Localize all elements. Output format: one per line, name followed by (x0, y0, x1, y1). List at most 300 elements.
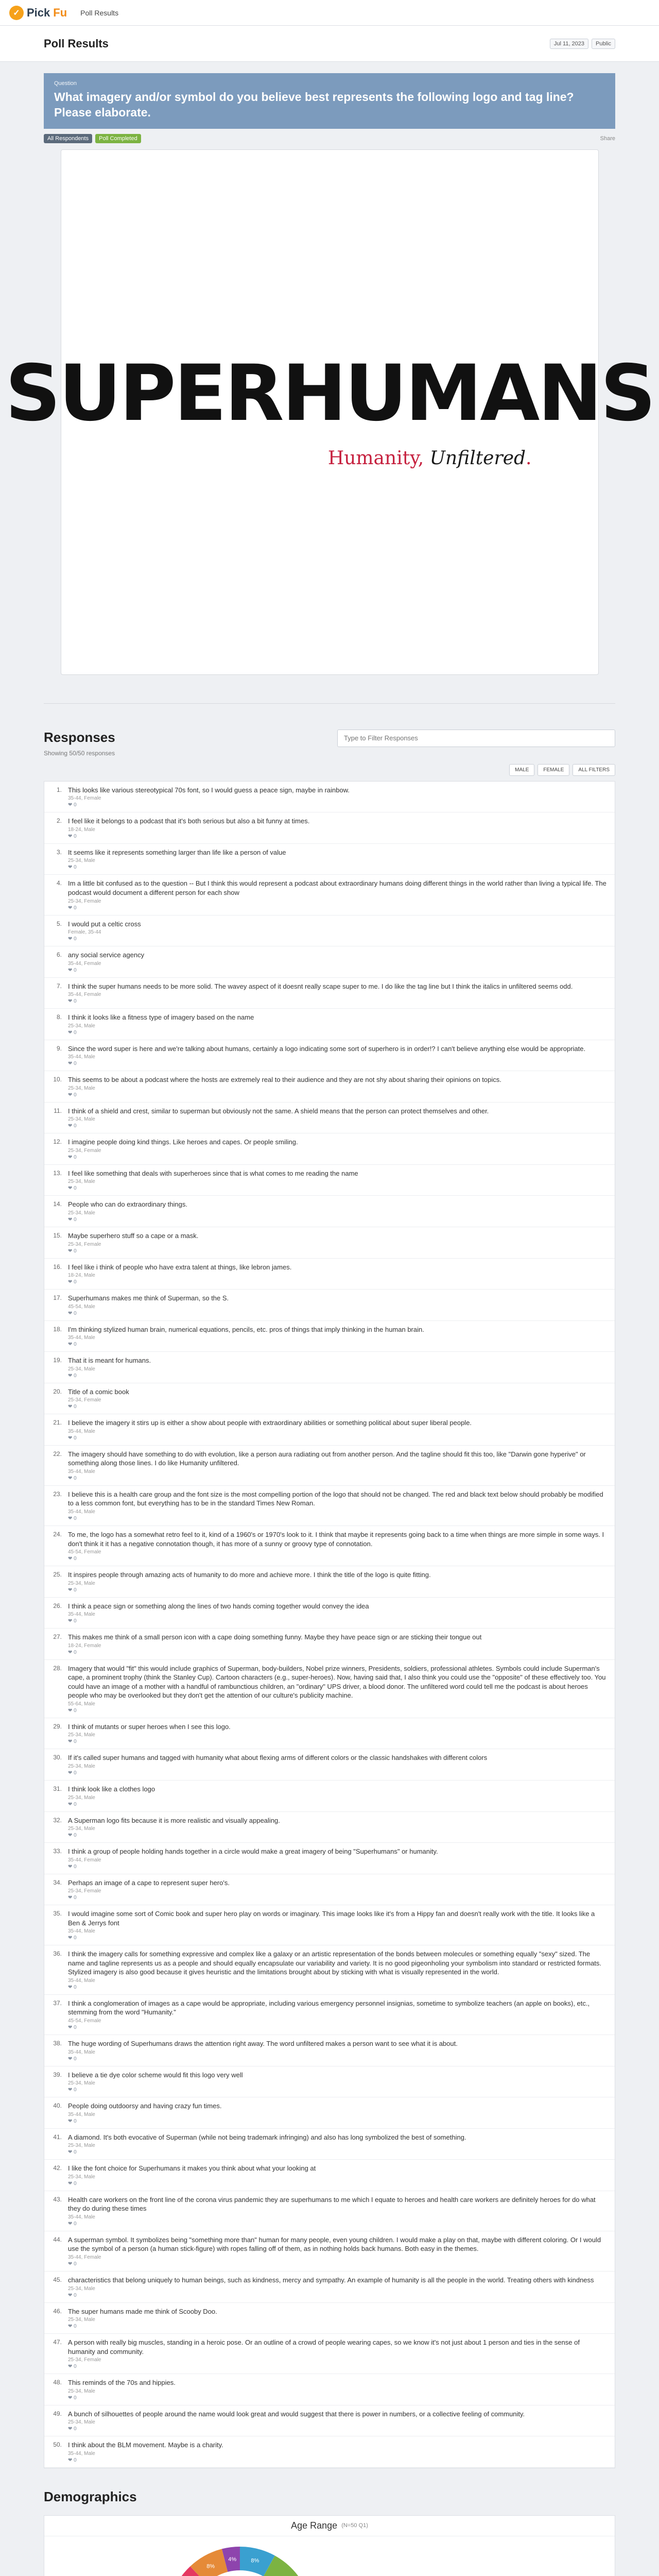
response-number: 32. (53, 1816, 62, 1824)
response-number: 37. (53, 1999, 62, 2007)
response-like-action[interactable]: ❤ 0 (68, 1279, 77, 1285)
response-demographic: 35-44, Male (68, 1468, 95, 1475)
response-number: 45. (53, 2276, 62, 2283)
question-banner (44, 73, 615, 129)
response-text: This reminds of the 70s and hippies. (68, 2379, 176, 2387)
visibility-tag: Public (592, 39, 615, 49)
filter-responses-input[interactable] (337, 730, 615, 747)
response-body (68, 1530, 608, 1562)
response-row (44, 1133, 615, 1165)
response-row (44, 844, 615, 875)
response-text: A bunch of silhouettes of people around the name would look great and would suggest that there is power in numbers, or a collective feeling of community. (68, 2410, 525, 2418)
response-text: Superhumans makes me think of Superman, so the S. (68, 1294, 229, 1302)
response-text: I believe a tie dye color scheme would fit this logo very well (68, 2071, 243, 2079)
response-like-action[interactable]: ❤ 0 (68, 1587, 77, 1593)
response-like-action[interactable]: ❤ 0 (68, 1556, 77, 1562)
response-like-action[interactable]: ❤ 0 (68, 936, 77, 942)
response-like-action[interactable]: ❤ 0 (68, 1770, 77, 1776)
response-body (68, 1075, 608, 1098)
response-number: 12. (53, 1138, 62, 1146)
response-demographic: 25-34, Male (68, 2285, 95, 2292)
age-slice-label-0: 8% (251, 2557, 259, 2564)
response-demographic: 35-44, Male (68, 2049, 95, 2055)
response-row (44, 2097, 615, 2129)
response-body (68, 1633, 608, 1655)
response-row (44, 2231, 615, 2272)
response-number: 3. (56, 848, 62, 856)
date-tag: Jul 11, 2023 (550, 39, 588, 49)
response-body (68, 2039, 608, 2062)
section-divider (44, 703, 615, 704)
response-demographic: 35-44, Male (68, 1509, 95, 1515)
response-row (44, 1566, 615, 1598)
question-text: What imagery and/or symbol do you believe best represents the following logo and tag line? Please elaborate. (54, 90, 574, 119)
response-like-action[interactable]: ❤ 0 (68, 1061, 77, 1067)
response-text: People doing outdoorsy and having crazy fun times. (68, 2102, 222, 2110)
response-text: I think it looks like a fitness type of imagery based on the name (68, 1013, 254, 1022)
response-row (44, 1383, 615, 1415)
response-row (44, 1995, 615, 2035)
tagline-unfiltered: Unfiltered (429, 448, 526, 469)
response-text: I imagine people doing kind things. Like heroes and capes. Or people smiling. (68, 1138, 298, 1146)
response-row (44, 2035, 615, 2066)
response-body (68, 1356, 608, 1379)
response-text: I think the super humans needs to be more solid. The wavey aspect of it doesnt really scape super to me. I do like the tag line but I think the italics in unfiltered seems odd. (68, 982, 573, 990)
response-like-action[interactable]: ❤ 0 (68, 1248, 77, 1254)
response-number: 13. (53, 1169, 62, 1177)
response-number: 20. (53, 1387, 62, 1395)
audience-tag: All Respondents (44, 134, 92, 143)
response-row (44, 2160, 615, 2191)
response-text: I think look like a clothes logo (68, 1785, 155, 1793)
response-row (44, 875, 615, 915)
response-demographic: 25-34, Female (68, 1241, 101, 1247)
response-like-action[interactable]: ❤ 0 (68, 998, 77, 1005)
response-like-action[interactable]: ❤ 0 (68, 2395, 77, 2401)
response-body (68, 920, 608, 942)
response-body (68, 1722, 608, 1745)
title-tags (550, 39, 615, 49)
response-row (44, 1352, 615, 1383)
response-like-action[interactable]: ❤ 0 (68, 1935, 77, 1941)
response-body (68, 1138, 608, 1160)
response-number: 17. (53, 1294, 62, 1302)
response-body (68, 2441, 608, 2463)
response-text: People who can do extraordinary things. (68, 1200, 187, 1209)
response-like-action[interactable]: ❤ 0 (68, 1216, 77, 1223)
response-number: 41. (53, 2133, 62, 2141)
response-row (44, 916, 615, 947)
response-body (68, 1816, 608, 1839)
response-row (44, 978, 615, 1009)
page-title-bar (0, 26, 659, 62)
response-row (44, 2334, 615, 2374)
response-text: If it's called super humans and tagged with humanity what about flexing arms of different colors or the classic handshakes with different colors (68, 1754, 488, 1762)
response-row (44, 2405, 615, 2437)
response-like-action[interactable]: ❤ 0 (68, 2056, 77, 2062)
response-text: I feel like i think of people who have extra talent at things, like lebron james. (68, 1263, 292, 1271)
responses-title: Responses (44, 729, 115, 745)
response-body (68, 1169, 608, 1192)
response-demographic: 35-44, Male (68, 2111, 95, 2117)
response-number: 19. (53, 1357, 62, 1364)
responses-header (44, 730, 615, 757)
response-demographic: 35-44, Male (68, 1428, 95, 1434)
response-text: This makes me think of a small person icon with a cape doing something funny. Maybe they have peace sign or are sticking their tongue out (68, 1633, 482, 1641)
response-like-action[interactable]: ❤ 0 (68, 1739, 77, 1745)
response-demographic: 25-34, Female (68, 1147, 101, 1154)
response-text: I think a conglomeration of images as a cape would be appropriate, including various emergency personnel insignias, sometime to symbolize teachers (an apple on books), etc., stemming from the word "Humanity." (68, 1999, 590, 2016)
response-demographic: 25-34, Male (68, 1794, 95, 1801)
response-like-action[interactable]: ❤ 0 (68, 905, 77, 911)
response-number: 18. (53, 1325, 62, 1333)
response-like-action[interactable]: ❤ 0 (68, 2221, 77, 2227)
response-like-action[interactable]: ❤ 0 (68, 2457, 77, 2463)
response-row (44, 1165, 615, 1196)
response-row (44, 1781, 615, 1812)
share-link[interactable]: Share (600, 135, 615, 142)
response-number: 33. (53, 1848, 62, 1855)
response-like-action[interactable]: ❤ 0 (68, 2292, 77, 2298)
response-number: 16. (53, 1263, 62, 1270)
response-demographic: 18-24, Male (68, 826, 95, 833)
response-body (68, 1999, 608, 2030)
response-row (44, 1486, 615, 1526)
response-demographic: 25-34, Male (68, 1179, 95, 1185)
response-demographic: 25-34, Male (68, 2317, 95, 2323)
response-like-action[interactable]: ❤ 0 (68, 1649, 77, 1655)
response-row (44, 1040, 615, 1072)
response-demographic: 45-54, Female (68, 1549, 101, 1555)
response-demographic: 25-34, Female (68, 2357, 101, 2363)
response-number: 5. (56, 920, 62, 927)
response-text: A Superman logo fits because it is more realistic and visually appealing. (68, 1816, 280, 1824)
response-text: To me, the logo has a somewhat retro feel to it, kind of a 1960's or 1970's look to it. I think that maybe it represents going back to a time when things are more simple in some ways. I don't think it it has a negative connotation though, it has more of a sunny or groovy type of connotation. (68, 1531, 604, 1548)
response-row (44, 1718, 615, 1750)
response-text: Perhaps an image of a cape to represent super hero's. (68, 1878, 230, 1887)
response-like-action[interactable]: ❤ 0 (68, 1185, 77, 1192)
response-text: A person with really big muscles, standing in a heroic pose. Or an outline of a crowd of people wearing capes, so we know it's not just about 1 person and ties in the sense of humanity and community. (68, 2338, 580, 2355)
response-number: 50. (53, 2441, 62, 2449)
response-number: 1. (56, 786, 62, 793)
response-body (68, 1490, 608, 1521)
response-demographic: 25-34, Male (68, 1023, 95, 1029)
response-demographic: 25-34, Female (68, 898, 101, 904)
response-like-action[interactable]: ❤ 0 (68, 2180, 77, 2187)
response-number: 48. (53, 2379, 62, 2386)
response-text: I think of mutants or super heroes when I see this logo. (68, 1722, 231, 1731)
response-row (44, 2436, 615, 2468)
response-row (44, 1843, 615, 1874)
response-text: Health care workers on the front line of the corona virus pandemic they are superhumans to me which I equate to heroes and health care workers are definitely heroes for do what they do during these times (68, 2195, 596, 2213)
response-row (44, 1259, 615, 1290)
response-demographic: 25-34, Male (68, 1826, 95, 1832)
demographics-title: Demographics (44, 2488, 137, 2504)
response-row (44, 2272, 615, 2303)
filter-male-button[interactable]: MALE (509, 764, 534, 776)
response-like-action[interactable]: ❤ 0 (68, 1154, 77, 1160)
response-demographic: 35-44, Female (68, 1857, 101, 1863)
response-like-action[interactable]: ❤ 0 (68, 1342, 77, 1348)
response-row (44, 2129, 615, 2160)
response-number: 7. (56, 982, 62, 990)
response-like-action[interactable]: ❤ 0 (68, 1310, 77, 1316)
tagline-humanity: Humanity, (327, 448, 424, 469)
response-demographic: 25-34, Male (68, 2143, 95, 2149)
response-like-action[interactable]: ❤ 0 (68, 1833, 77, 1839)
response-body (68, 1950, 608, 1990)
responses-count: Showing 50/50 responses (44, 749, 115, 757)
response-like-action[interactable]: ❤ 0 (68, 2261, 77, 2267)
response-row (44, 1321, 615, 1352)
response-number: 24. (53, 1531, 62, 1538)
response-demographic: 18-24, Female (68, 1642, 101, 1649)
response-text: I'm thinking stylized human brain, numerical equations, pencils, etc. pros of things that imply thinking in the human brain. (68, 1325, 424, 1333)
response-row (44, 1103, 615, 1134)
response-body (68, 817, 608, 839)
response-body (68, 1450, 608, 1481)
all-filters-button[interactable]: ALL FILTERS (573, 764, 615, 776)
response-row (44, 1227, 615, 1259)
response-number: 40. (53, 2102, 62, 2110)
response-body (68, 1753, 608, 1776)
response-body (68, 2410, 608, 2432)
response-demographic: 35-44, Male (68, 1928, 95, 1935)
response-row (44, 946, 615, 978)
response-body (68, 879, 608, 910)
response-number: 22. (53, 1450, 62, 1458)
response-body (68, 1107, 608, 1129)
response-text: I think a peace sign or something along the lines of two hands coming together would convey the idea (68, 1602, 369, 1610)
response-like-action[interactable]: ❤ 0 (68, 1372, 77, 1379)
response-text: It inspires people through amazing acts of humanity to do more and achieve more. I think the title of the logo is quite fitting. (68, 1571, 431, 1579)
response-body (68, 1044, 608, 1067)
age-chart-title: Age Range (291, 2520, 338, 2531)
response-row (44, 1812, 615, 1843)
response-row (44, 1196, 615, 1227)
response-body (68, 2102, 608, 2124)
response-number: 4. (56, 879, 62, 887)
response-demographic: 25-34, Male (68, 1366, 95, 1372)
poll-image-card (5, 149, 654, 675)
app-logo[interactable] (9, 6, 67, 20)
response-text: This seems to be about a podcast where the hosts are extremely real to their audience and they are not shy about sharing their opinions on topics. (68, 1076, 501, 1084)
response-demographic: 25-34, Male (68, 1732, 95, 1738)
pickfu-logo-icon: ✓ (9, 6, 24, 20)
response-body (68, 1602, 608, 1624)
response-like-action[interactable]: ❤ 0 (68, 1707, 77, 1714)
response-text: The huge wording of Superhumans draws the attention right away. The word unfiltered makes a person want to see what it is about. (68, 2040, 458, 2048)
response-like-action[interactable]: ❤ 0 (68, 1123, 77, 1129)
response-like-action[interactable]: ❤ 0 (68, 833, 77, 839)
responses-list (44, 781, 615, 2468)
response-row (44, 1629, 615, 1660)
response-demographic: 35-44, Female (68, 992, 101, 998)
response-demographic: 35-44, Male (68, 1977, 95, 1984)
response-demographic: 25-34, Male (68, 1764, 95, 1770)
response-like-action[interactable]: ❤ 0 (68, 802, 77, 808)
response-demographic: 55-64, Male (68, 1701, 95, 1707)
response-number: 49. (53, 2410, 62, 2417)
response-number: 47. (53, 2338, 62, 2346)
response-number: 31. (53, 1785, 62, 1793)
response-like-action[interactable]: ❤ 0 (68, 1435, 77, 1441)
response-number: 46. (53, 2307, 62, 2315)
filter-female-button[interactable]: FEMALE (537, 764, 569, 776)
response-body (68, 1785, 608, 1807)
response-like-action[interactable]: ❤ 0 (68, 2149, 77, 2156)
response-body (68, 2378, 608, 2401)
response-text: It seems like it represents something larger than life like a person of value (68, 848, 286, 856)
response-demographic: Female, 35-44 (68, 929, 101, 936)
response-body (68, 1909, 608, 1941)
response-body (68, 848, 608, 871)
response-text: I think a group of people holding hands together in a circle would make a great imagery of being "Superhumans" or humanity. (68, 1848, 438, 1856)
response-like-action[interactable]: ❤ 0 (68, 1895, 77, 1901)
age-slice-label-4: 4% (228, 2556, 237, 2563)
response-number: 30. (53, 1754, 62, 1761)
response-like-action[interactable]: ❤ 0 (68, 2025, 77, 2031)
main-container (5, 73, 654, 2576)
response-text: A superman symbol. It symbolizes being "something more than" human for many people, even young children. I would make a play on that, maybe with different coloring. Or I would use the symbol of a person (a human stick-figure) with ropes falling off of them, as in nothing holds back humans. Both easy in the themes. (68, 2235, 601, 2253)
response-number: 25. (53, 1571, 62, 1579)
response-like-action[interactable]: ❤ 0 (68, 1863, 77, 1870)
response-number: 39. (53, 2071, 62, 2078)
response-like-action[interactable]: ❤ 0 (68, 1029, 77, 1036)
response-number: 2. (56, 817, 62, 825)
age-chart-body (44, 2536, 615, 2576)
response-number: 35. (53, 1910, 62, 1918)
response-text: Since the word super is here and we're talking about humans, certainly a logo indicating some sort of superhero is in order!? I can't believe anything else would be appropriate. (68, 1044, 586, 1053)
response-demographic: 25-34, Male (68, 2388, 95, 2394)
response-body (68, 2071, 608, 2093)
response-text: characteristics that belong uniquely to human beings, such as kindness, mercy and sympathy. An example of humanity is all the people in the world. Treating others with kindness (68, 2276, 594, 2284)
response-demographic: 25-34, Male (68, 1580, 95, 1586)
response-row (44, 1526, 615, 1566)
response-number: 9. (56, 1044, 62, 1052)
response-row (44, 1749, 615, 1781)
response-demographic: 45-54, Female (68, 2018, 101, 2024)
response-row (44, 1290, 615, 1321)
response-demographic: 25-34, Female (68, 1888, 101, 1894)
response-text: Title of a comic book (68, 1387, 129, 1396)
response-text: The super humans made me think of Scooby Doo. (68, 2307, 217, 2315)
response-number: 8. (56, 1013, 62, 1021)
response-demographic: 35-44, Female (68, 795, 101, 802)
response-like-action[interactable]: ❤ 0 (68, 1801, 77, 1807)
response-like-action[interactable]: ❤ 0 (68, 1092, 77, 1098)
superhumans-wordmark: SUPERHUMANS (5, 349, 654, 439)
page-title: Poll Results (44, 37, 109, 50)
response-number: 14. (53, 1200, 62, 1208)
response-text: I feel like something that deals with superheroes since that is what comes to me reading the name (68, 1169, 358, 1177)
response-number: 27. (53, 1633, 62, 1641)
response-number: 29. (53, 1722, 62, 1730)
response-body (68, 2307, 608, 2330)
top-bar (0, 0, 659, 26)
meta-row (44, 134, 615, 143)
response-body (68, 2338, 608, 2369)
response-row (44, 2191, 615, 2231)
response-body (68, 1847, 608, 1870)
response-body (68, 1013, 608, 1036)
response-text: The imagery should have something to do with evolution, like a person aura radiating out from another person. And the tagline should fit this too, like "Darwin gone hyperive" or something along those lines. I do like Humanity unfiltered. (68, 1450, 586, 1467)
response-like-action[interactable]: ❤ 0 (68, 2118, 77, 2124)
logo-text-pick: Pick (27, 6, 50, 19)
response-demographic: 25-34, Female (68, 1397, 101, 1403)
meta-tags (44, 134, 141, 143)
response-body (68, 1263, 608, 1285)
response-text: This looks like various stereotypical 70s font, so I would guess a peace sign, maybe in rainbow. (68, 786, 350, 794)
response-number: 42. (53, 2164, 62, 2172)
response-body (68, 2195, 608, 2227)
response-demographic: 35-44, Male (68, 1335, 95, 1341)
response-row (44, 2374, 615, 2405)
response-body (68, 2235, 608, 2267)
response-text: I would imagine some sort of Comic book and super hero play on words or imaginary. This image looks like it's from a Hippy fan and doesn't really work with the title. It looks like a Ben & Jerrys font (68, 1910, 595, 1927)
response-text: I believe this is a health care group and the font size is the most compelling portion of the logo that should not be changed. The red and black text below should probably be modified to a less common font, but everything has to be in the standard Times New Roman. (68, 1490, 603, 1507)
age-chart-header (44, 2516, 615, 2536)
response-text: I think the imagery calls for something expressive and complex like a galaxy or an artistic representation of the bonds between molecules or something equally "sexy" sized. The name and tagline represents us as a people and should equally encapsulate our variability and variety. It is no good pigeonholing your symbolism into standard or restricted formats. Stylized imagery is also good because it gives heuristic and the limitations brought about by sticking with what is visually represented in the world. (68, 1950, 602, 1976)
response-row (44, 2303, 615, 2334)
response-row (44, 2066, 615, 2098)
response-like-action[interactable]: ❤ 0 (68, 865, 77, 871)
brand-tagline (61, 448, 599, 469)
age-donut-chart (165, 2545, 315, 2576)
response-like-action[interactable]: ❤ 0 (68, 2364, 77, 2370)
logo-text-fu: Fu (53, 6, 67, 19)
response-body (68, 2164, 608, 2187)
response-body (68, 1200, 608, 1223)
response-like-action[interactable]: ❤ 0 (68, 967, 77, 973)
response-demographic: 35-44, Male (68, 1054, 95, 1060)
response-demographic: 25-34, Male (68, 1116, 95, 1123)
response-body (68, 1325, 608, 1348)
response-like-action[interactable]: ❤ 0 (68, 2324, 77, 2330)
response-number: 43. (53, 2195, 62, 2203)
response-text: I believe the imagery it stirs up is either a show about people with extraordinary abilities or something political about super liberal people. (68, 1419, 472, 1427)
response-demographic: 35-44, Male (68, 2214, 95, 2220)
response-like-action[interactable]: ❤ 0 (68, 1618, 77, 1624)
response-like-action[interactable]: ❤ 0 (68, 1516, 77, 1521)
response-demographic: 35-44, Female (68, 960, 101, 967)
response-row (44, 1660, 615, 1718)
response-row (44, 1071, 615, 1103)
response-text: I think of a shield and crest, similar to superman but obviously not the same. A shield means that the person can protect themselves and other. (68, 1107, 489, 1115)
response-demographic: 25-34, Male (68, 1210, 95, 1216)
response-number: 28. (53, 1664, 62, 1672)
response-number: 38. (53, 2040, 62, 2047)
status-tag: Poll Completed (95, 134, 141, 143)
response-like-action[interactable]: ❤ 0 (68, 2087, 77, 2093)
response-like-action[interactable]: ❤ 0 (68, 2426, 77, 2432)
response-body (68, 1418, 608, 1441)
response-text: I feel like it belongs to a podcast that it's both serious but also a bit funny at times. (68, 817, 310, 825)
response-like-action[interactable]: ❤ 0 (68, 1984, 77, 1990)
response-row (44, 1945, 615, 1995)
response-body (68, 1231, 608, 1254)
response-text: I would put a celtic cross (68, 920, 141, 928)
response-row (44, 1414, 615, 1446)
response-like-action[interactable]: ❤ 0 (68, 1475, 77, 1481)
response-body (68, 1387, 608, 1410)
response-like-action[interactable]: ❤ 0 (68, 1404, 77, 1410)
response-row (44, 812, 615, 844)
response-body (68, 1664, 608, 1714)
age-slice-label-3: 8% (206, 2563, 215, 2570)
question-label: Question (54, 80, 77, 87)
response-number: 26. (53, 1602, 62, 1609)
